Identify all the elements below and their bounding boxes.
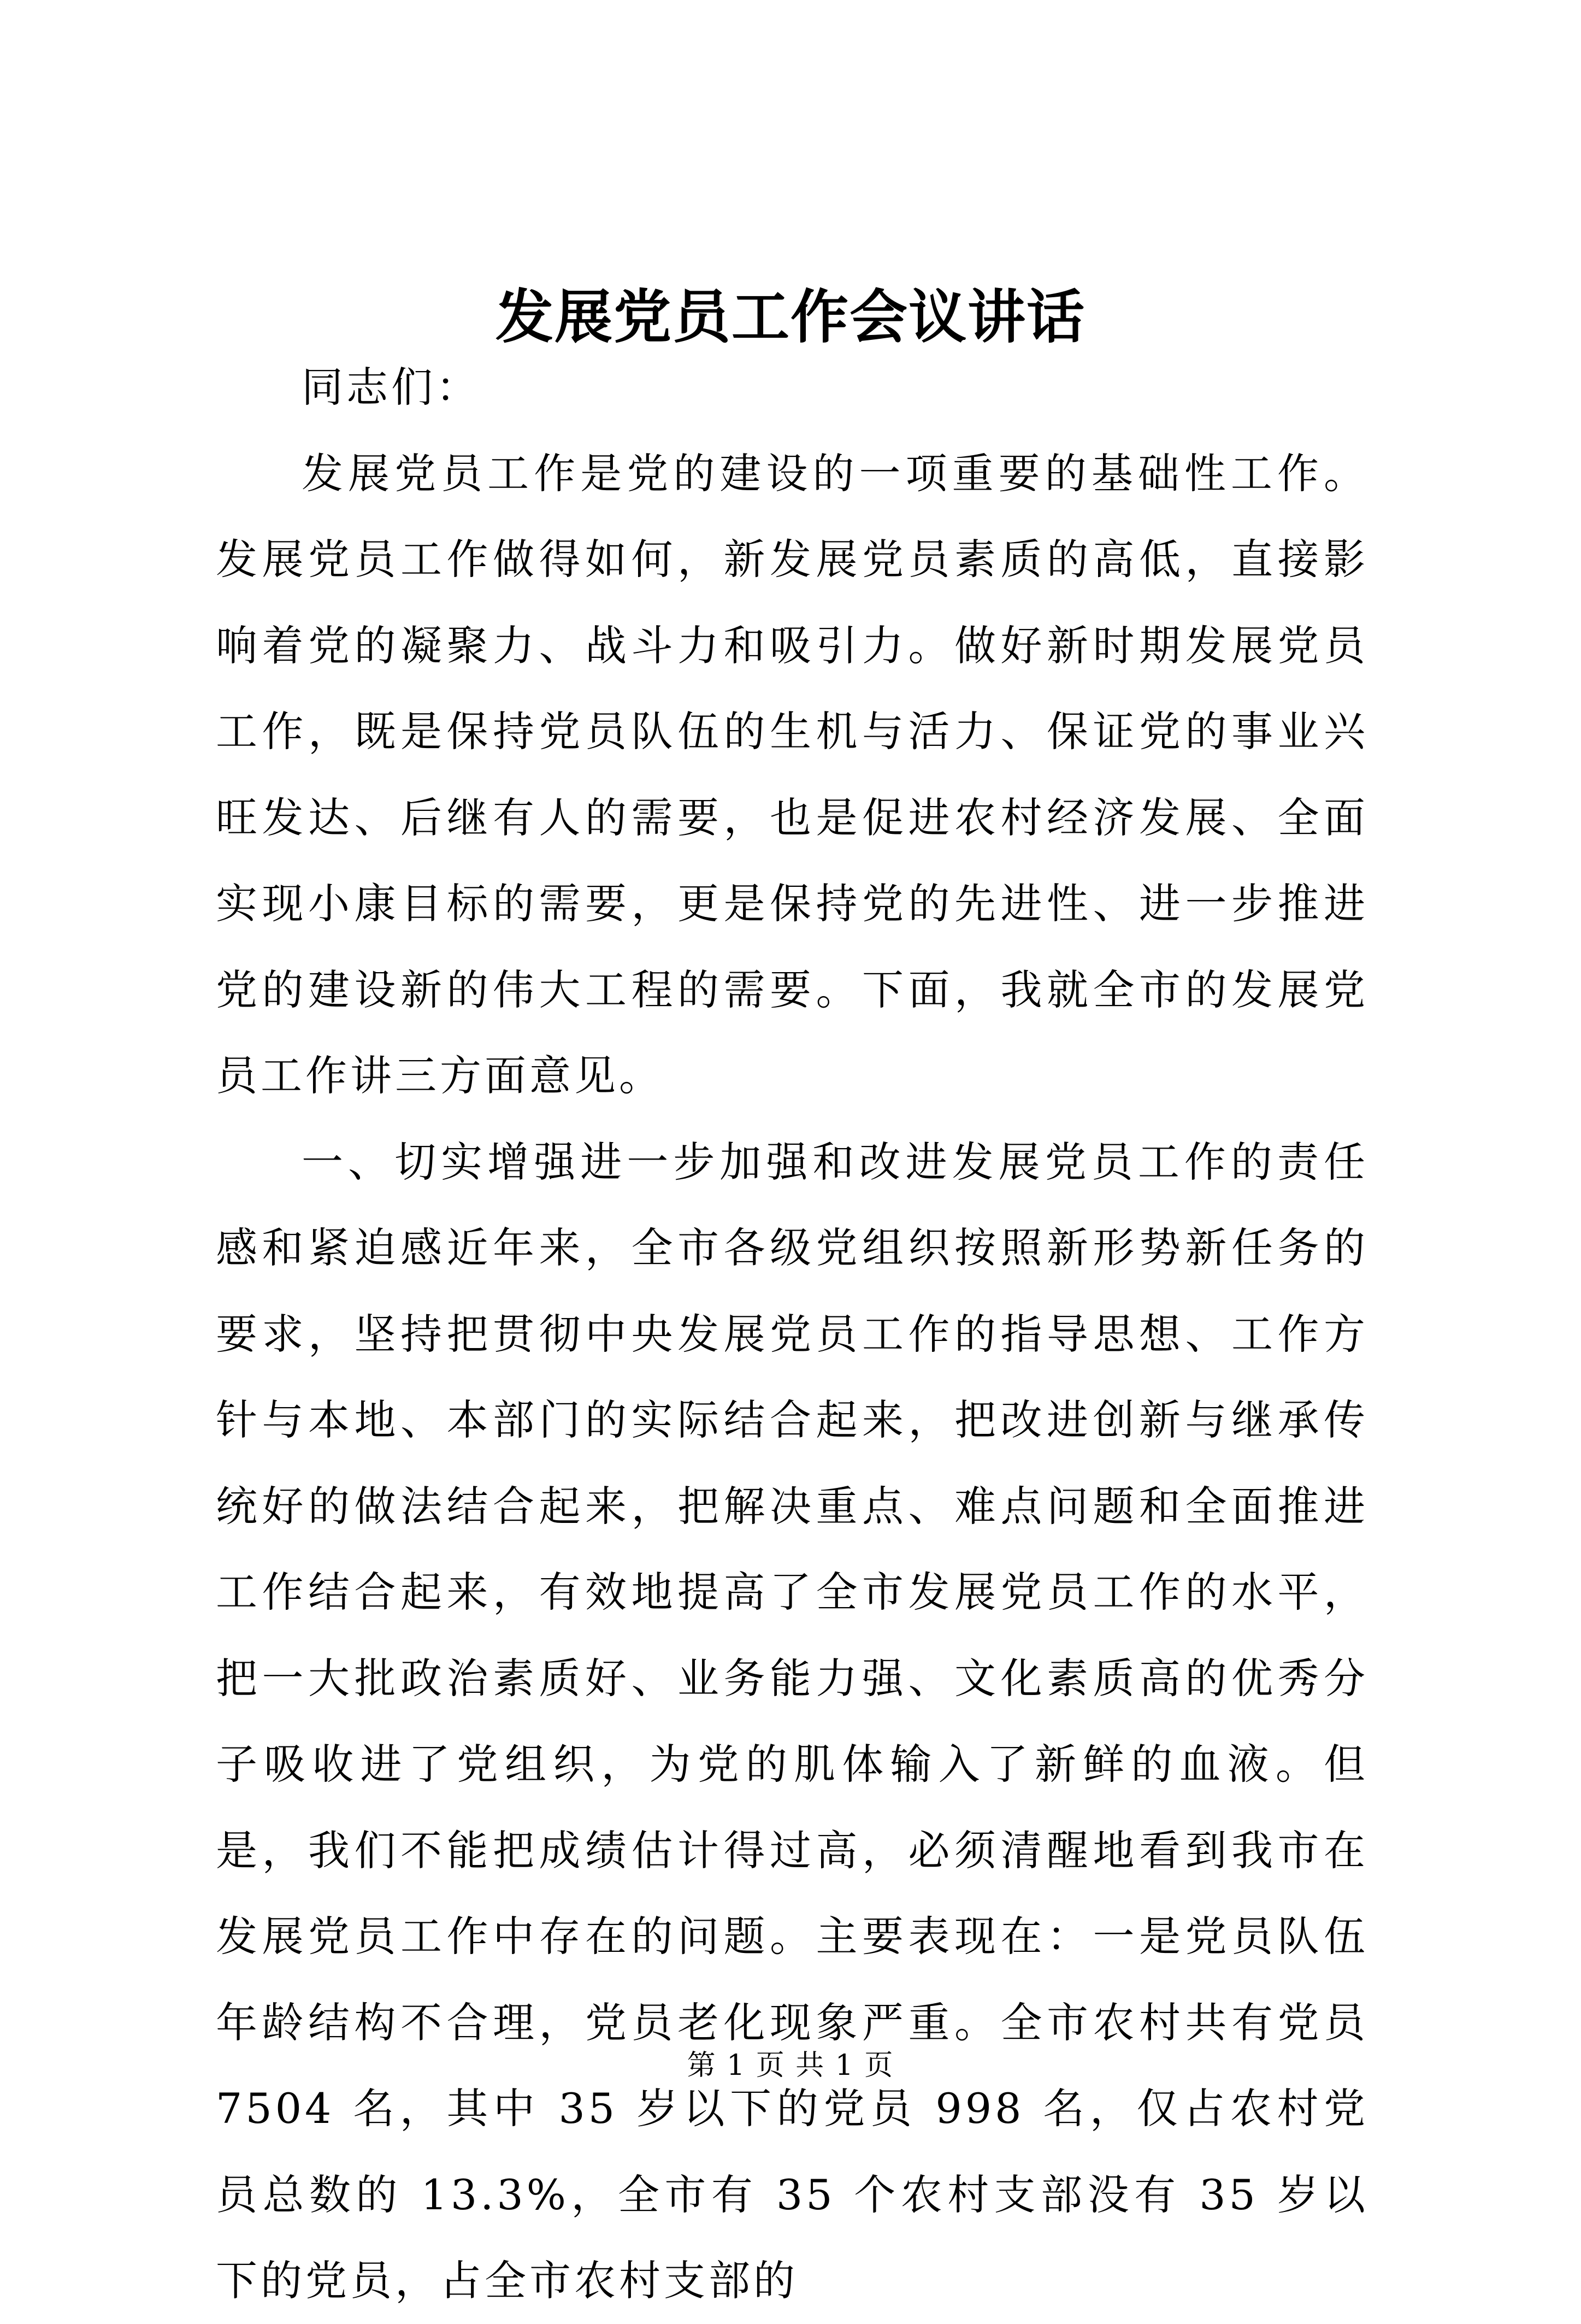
paragraph-intro: 发展党员工作是党的建设的一项重要的基础性工作。发展党员工作做得如何，新发展党员素质的高低，直接影响着党的凝聚力、战斗力和吸引力。做好新时期发展党员工作，既是保持党员队伍的生机与活力、保证党的事业兴旺发达、后继有人的需要，也是促进农村经济发展、全面实现小康目标的需要，更是保持党的先进性、进一步推进党的建设新的伟大工程的需要。下面，我就全市的发展党员工作讲三方面意见。	[216, 449, 1368, 1100]
page-footer: 第 1 页 共 1 页	[687, 2049, 894, 2082]
document-title: 发展党员工作会议讲话	[495, 283, 1086, 351]
document-body	[216, 344, 1368, 2324]
salutation: 同志们：	[302, 363, 481, 411]
paragraph-section-one: 一、切实增强进一步加强和改进发展党员工作的责任感和紧迫感近年来，全市各级党组织按照新形势新任务的要求，坚持把贯彻中央发展党员工作的指导思想、工作方针与本地、本部门的实际结合起来，把改进创新与继承传统好的做法结合起来，把解决重点、难点问题和全面推进工作结合起来，有效地提高了全市发展党员工作的水平，把一大批政治素质好、业务能力强、文化素质高的优秀分子吸收进了党组织，为党的肌体输入了新鲜的血液。但是，我们不能把成绩估计得过高，必须清醒地看到我市在发展党员工作中存在的问题。主要表现在：一是党员队伍年龄结构不合理，党员老化现象严重。全市农村共有党员 7504 名，其中 35 岁以下的党员 998 名，仅占农村党员总数的 13.3%，全市有 35 个农村支部没有 35 岁以下的党员，占全市农村支部的	[216, 1137, 1368, 2305]
